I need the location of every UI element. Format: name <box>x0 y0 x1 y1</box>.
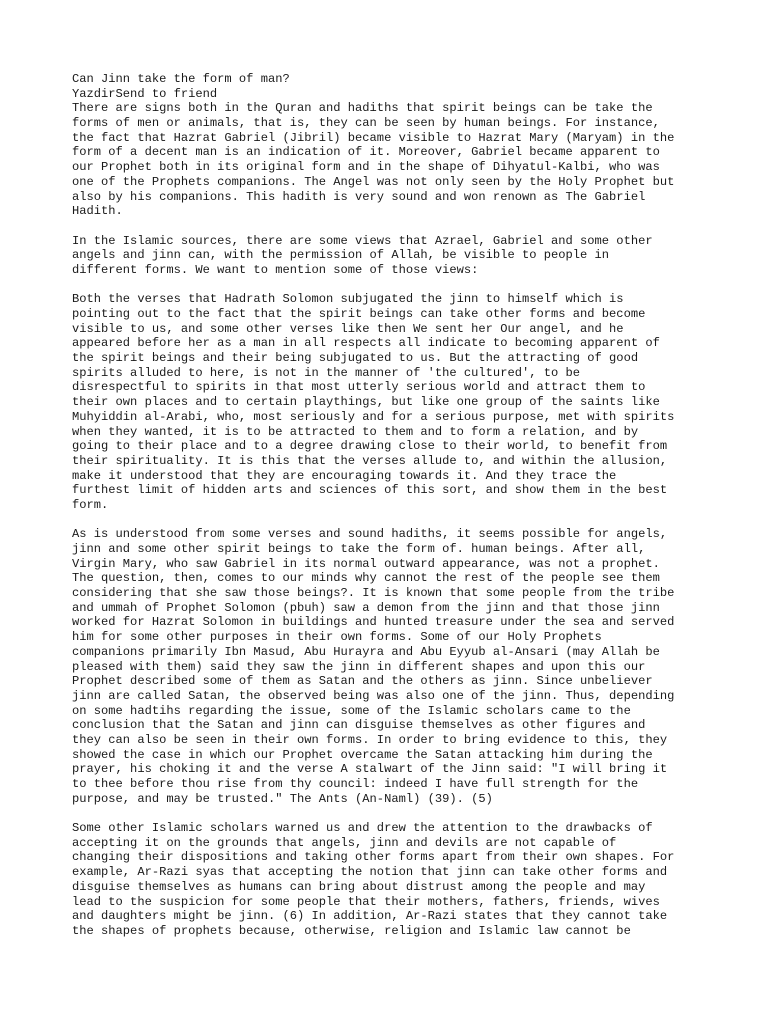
text-line: accepting it on the grounds that angels, jinn and devils are not capable of <box>72 835 617 850</box>
text-line: companions primarily Ibn Masud, Abu Hurayra and Abu Eyyub al-Ansari (may Allah be <box>72 644 660 659</box>
text-line: disrespectful to spirits in that most utterly serious world and attract them to <box>72 380 646 395</box>
text-line: also by his companions. This hadith is very sound and won renown as The Gabriel <box>72 189 646 204</box>
text-line: disguise themselves as humans can bring about distrust among the people and may <box>72 879 646 894</box>
text-line: our Prophet both in its original form and in the shape of Dihyatul-Kalbi, who was <box>72 160 660 175</box>
paragraph <box>72 527 712 806</box>
text-line: prayer, his choking it and the verse A stalwart of the Jinn said: "I will bring it <box>72 762 668 777</box>
text-line: worked for Hazrat Solomon in buildings and hunted treasure under the sea and served <box>72 615 675 630</box>
text-line: changing their dispositions and taking other forms apart from their own shapes. For <box>72 850 675 865</box>
text-line: showed the case in which our Prophet overcame the Satan attacking him during the <box>72 747 653 762</box>
document-body <box>72 101 712 938</box>
text-line: example, Ar-Razi syas that accepting the notion that jinn can take other forms and <box>72 865 668 880</box>
document-page <box>72 72 712 953</box>
paragraph <box>72 101 712 219</box>
text-line: As is understood from some verses and sound hadiths, it seems possible for angels, <box>72 527 668 542</box>
paragraph <box>72 234 712 278</box>
text-line: Prophet described some of them as Satan and the others as jinn. Since unbeliever <box>72 674 653 689</box>
text-line: on some hadtihs regarding the issue, some of the Islamic scholars came to the <box>72 703 631 718</box>
text-line: The question, then, comes to our minds why cannot the rest of the people see them <box>72 571 660 586</box>
text-line: Some other Islamic scholars warned us and drew the attention to the drawbacks of <box>72 821 653 836</box>
text-line: jinn and some other spirit beings to take the form of. human beings. After all, <box>72 542 646 556</box>
text-line: Muhyiddin al-Arabi, who, most seriously and for a serious purpose, met with spirits <box>72 409 675 424</box>
text-line: the shapes of prophets because, otherwise, religion and Islamic law cannot be <box>72 923 631 938</box>
text-line: their spirituality. It is this that the verses allude to, and within the allusion, <box>72 453 668 468</box>
text-line: conclusion that the Satan and jinn can disguise themselves as other figures and <box>72 718 646 733</box>
text-line: appeared before her as a man in all respects all indicate to becoming apparent of <box>72 336 660 351</box>
text-line: spirits alluded to here, is not in the manner of 'the cultured', to be <box>72 365 581 380</box>
text-line: different forms. We want to mention some of those views: <box>72 262 479 277</box>
text-line: their own places and to certain playthings, but like one group of the saints like <box>72 395 660 410</box>
text-line: purpose, and may be trusted." The Ants (An-Naml) (39). (5) <box>72 791 493 806</box>
text-line: Both the verses that Hadrath Solomon subjugated the jinn to himself which is <box>72 292 624 307</box>
text-line: Hadith. <box>72 204 123 219</box>
text-line: and daughters might be jinn. (6) In addition, Ar-Razi states that they cannot take <box>72 909 668 924</box>
text-line: considering that she saw those beings?. It is known that some people from the tribe <box>72 586 675 601</box>
text-line: forms of men or animals, that is, they can be seen by human beings. For instance, <box>72 116 660 131</box>
text-line: lead to the suspicion for some people that their mothers, fathers, friends, wives <box>72 894 660 909</box>
text-line: There are signs both in the Quran and hadiths that spirit beings can be take the <box>72 101 653 116</box>
paragraph <box>72 821 712 939</box>
text-line: pointing out to the fact that the spirit beings can take other forms and become <box>72 307 646 321</box>
paragraph <box>72 292 712 512</box>
text-line: one of the Prophets companions. The Angel was not only seen by the Holy Prophet but <box>72 174 675 189</box>
text-line: form of a decent man is an indication of it. Moreover, Gabriel became apparent to <box>72 145 660 160</box>
text-line: In the Islamic sources, there are some views that Azrael, Gabriel and some other <box>72 233 653 248</box>
text-line: make it understood that they are encouraging towards it. And they trace the <box>72 468 617 483</box>
text-line: to thee before thou rise from thy council: indeed I have full strength for the <box>72 777 639 791</box>
text-line: pleased with them) said they saw the jinn in different shapes and upon this our <box>72 659 646 674</box>
text-line: the spirit beings and their being subjugated to us. But the attracting of good <box>72 351 639 366</box>
text-line: jinn are called Satan, the observed being was also one of the jinn. Thus, depending <box>72 688 675 703</box>
document-title: Can Jinn take the form of man? <box>72 72 290 86</box>
text-line: the fact that Hazrat Gabriel (Jibril) became visible to Hazrat Mary (Maryam) in the <box>72 130 675 145</box>
text-line: going to their place and to a degree drawing close to their world, to benefit from <box>72 439 668 454</box>
text-line: furthest limit of hidden arts and sciences of this sort, and show them in the best <box>72 483 668 498</box>
text-line: when they wanted, it is to be attracted to them and to form a relation, and by <box>72 424 639 439</box>
print-send-links[interactable]: YazdirSend to friend <box>72 86 218 101</box>
text-line: they can also be seen in their own forms. In order to bring evidence to this, they <box>72 732 668 747</box>
text-line: form. <box>72 497 109 512</box>
text-line: visible to us, and some other verses like then We sent her Our angel, and he <box>72 321 624 336</box>
text-line: angels and jinn can, with the permission of Allah, be visible to people in <box>72 248 610 263</box>
text-line: Virgin Mary, who saw Gabriel in its normal outward appearance, was not a prophet. <box>72 556 660 571</box>
text-line: him for some other purposes in their own forms. Some of our Holy Prophets <box>72 630 602 645</box>
text-line: and ummah of Prophet Solomon (pbuh) saw a demon from the jinn and that those jinn <box>72 600 660 615</box>
